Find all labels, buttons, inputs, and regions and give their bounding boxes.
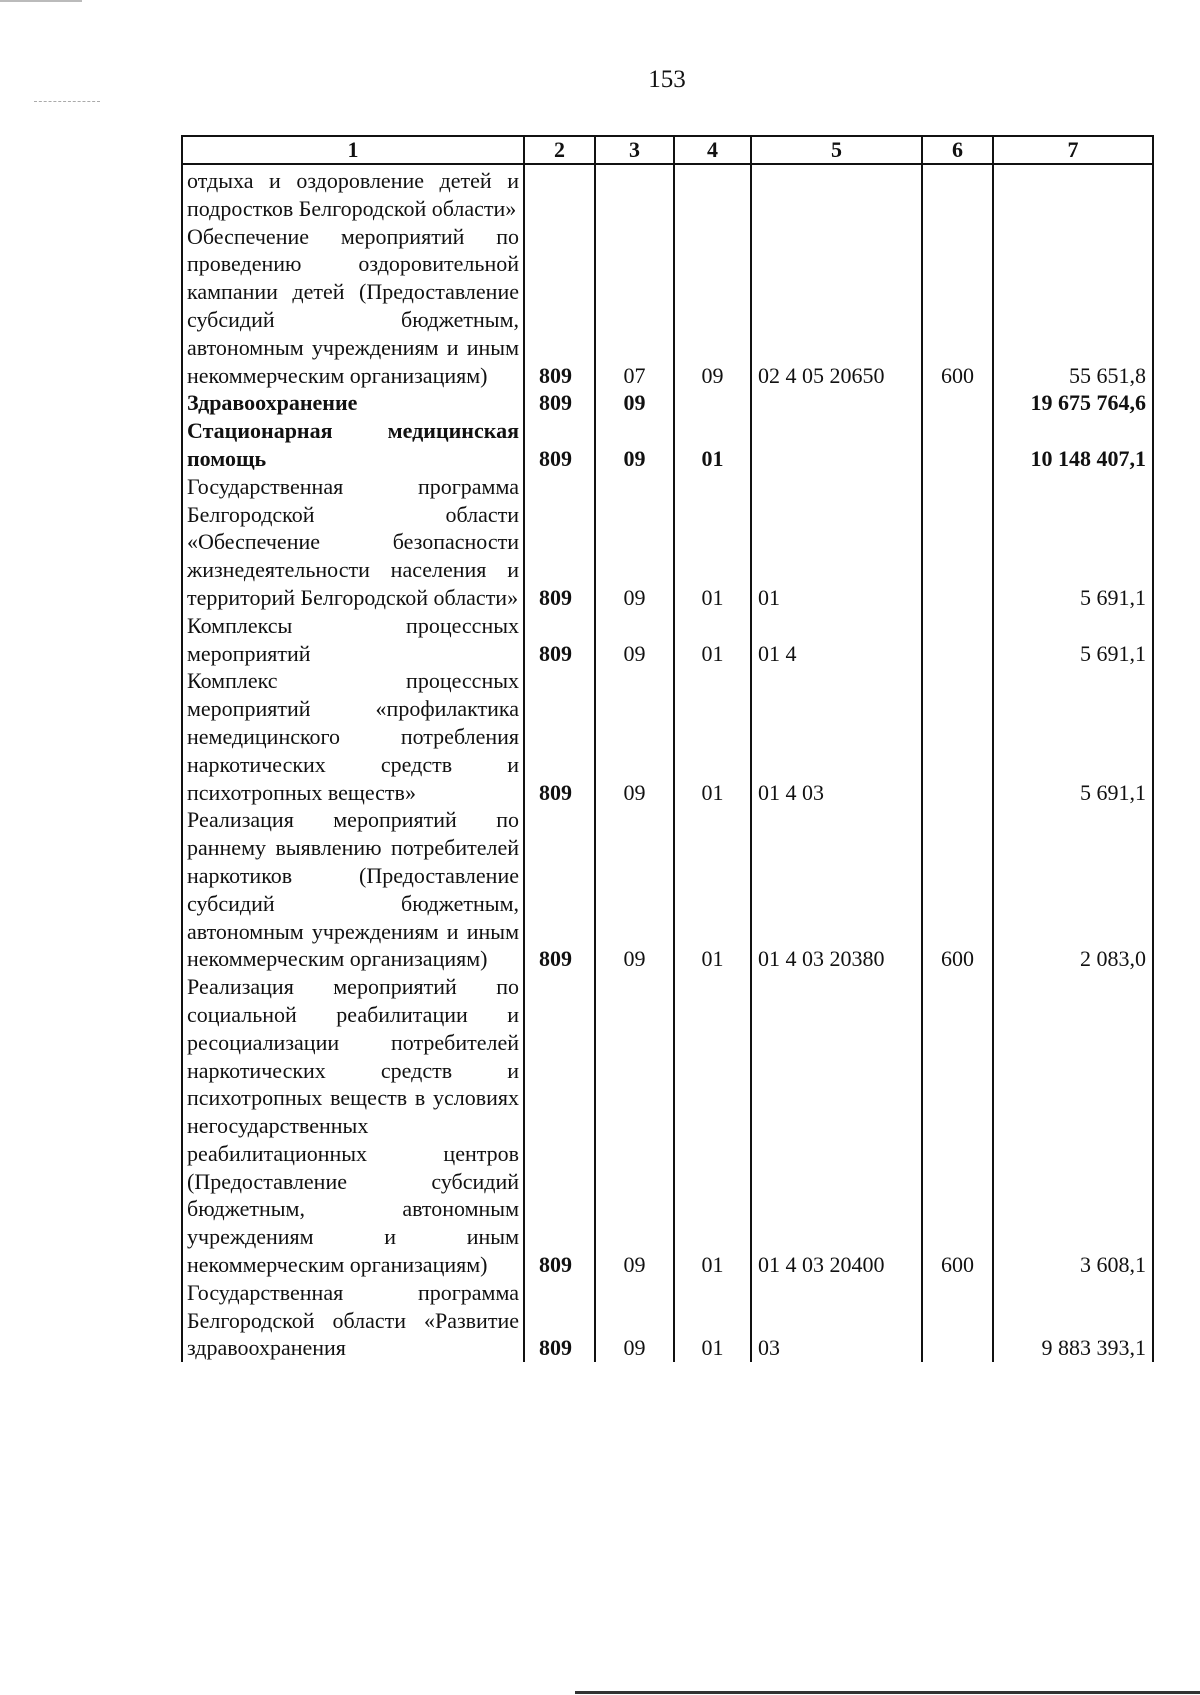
section-cell: 07 [595,223,674,390]
section-cell: 09 [595,417,674,473]
amount-cell: 55 651,8 [993,223,1153,390]
row-name-cell: Стационарная медицинская помощь [182,417,524,473]
amount-cell: 19 675 764,6 [993,389,1153,417]
amount-cell: 10 148 407,1 [993,417,1153,473]
header-col-7: 7 [993,136,1153,164]
header-col-1: 1 [182,136,524,164]
ved-code-cell: 809 [524,223,595,390]
row-name-cell: отдыха и оздоровление детей и подростков Белгородской области» [182,164,524,223]
table-body [182,164,1153,1362]
ved-code-cell: 809 [524,473,595,612]
row-name-cell: Реализация мероприятий по социальной реабилитации и ресоциализации потребителей наркотических средств и психотропных веществ в условиях негосударственных реабилитационных центров (Предоставление субсидий бюджетным, автономным учреждениям и иным некоммерческим организациям) [182,973,524,1279]
header-col-5: 5 [751,136,922,164]
target-article-cell: 03 [751,1279,922,1362]
header-col-6: 6 [922,136,993,164]
target-article-cell [751,417,922,473]
target-article-cell: 02 4 05 20650 [751,223,922,390]
section-cell: 09 [595,973,674,1279]
ved-code-cell: 809 [524,806,595,973]
header-col-3: 3 [595,136,674,164]
expense-type-cell [922,667,993,806]
section-cell: 09 [595,667,674,806]
expense-type-cell: 600 [922,223,993,390]
table-row [182,473,1153,612]
section-cell: 09 [595,473,674,612]
ved-code-cell: 809 [524,667,595,806]
subsection-cell [674,164,751,223]
subsection-cell: 01 [674,473,751,612]
ved-code-cell: 809 [524,973,595,1279]
expense-type-cell [922,473,993,612]
amount-cell: 3 608,1 [993,973,1153,1279]
expense-type-cell: 600 [922,973,993,1279]
target-article-cell [751,164,922,223]
ved-code-cell: 809 [524,612,595,668]
scan-margin-mark [34,101,100,102]
row-name-cell: Комплексы процессных мероприятий [182,612,524,668]
subsection-cell: 01 [674,1279,751,1362]
target-article-cell: 01 4 [751,612,922,668]
row-name-cell: Государственная программа Белгородской области «Развитие здравоохранения [182,1279,524,1362]
target-article-cell: 01 4 03 20400 [751,973,922,1279]
budget-table [181,135,1154,1362]
amount-cell: 5 691,1 [993,612,1153,668]
row-name-cell: Реализация мероприятий по раннему выявлению потребителей наркотиков (Предоставление субсидий бюджетным, автономным учреждениям и иным некоммерческим организациям) [182,806,524,973]
ved-code-cell: 809 [524,389,595,417]
table-row [182,1279,1153,1362]
table-row [182,417,1153,473]
subsection-cell: 01 [674,612,751,668]
table-row [182,973,1153,1279]
section-cell: 09 [595,1279,674,1362]
amount-cell: 5 691,1 [993,667,1153,806]
target-article-cell: 01 4 03 [751,667,922,806]
subsection-cell: 01 [674,417,751,473]
header-row [182,136,1153,164]
amount-cell: 2 083,0 [993,806,1153,973]
table-row [182,164,1153,223]
scan-edge-mark [0,0,82,2]
expense-type-cell [922,612,993,668]
header-col-4: 4 [674,136,751,164]
amount-cell: 9 883 393,1 [993,1279,1153,1362]
table-row [182,806,1153,973]
table-row [182,612,1153,668]
ved-code-cell: 809 [524,417,595,473]
row-name-cell: Комплекс процессных мероприятий «профилактика немедицинского потребления наркотических средств и психотропных веществ» [182,667,524,806]
expense-type-cell [922,164,993,223]
subsection-cell: 01 [674,806,751,973]
ved-code-cell [524,164,595,223]
scan-bottom-edge [575,1691,1200,1694]
row-name-cell: Обеспечение мероприятий по проведению оздоровительной кампании детей (Предоставление субсидий бюджетным, автономным учреждениям и иным некоммерческим организациям) [182,223,524,390]
target-article-cell: 01 [751,473,922,612]
table-row [182,223,1153,390]
subsection-cell [674,389,751,417]
header-col-2: 2 [524,136,595,164]
expense-type-cell: 600 [922,806,993,973]
expense-type-cell [922,1279,993,1362]
expense-type-cell [922,417,993,473]
page-number: 153 [648,66,686,93]
table-row [182,389,1153,417]
target-article-cell [751,389,922,417]
row-name-cell: Государственная программа Белгородской области «Обеспечение безопасности жизнедеятельности населения и территорий Белгородской области» [182,473,524,612]
subsection-cell: 01 [674,667,751,806]
subsection-cell: 09 [674,223,751,390]
expense-type-cell [922,389,993,417]
target-article-cell: 01 4 03 20380 [751,806,922,973]
amount-cell [993,164,1153,223]
section-cell: 09 [595,389,674,417]
section-cell [595,164,674,223]
section-cell: 09 [595,612,674,668]
subsection-cell: 01 [674,973,751,1279]
table-row [182,667,1153,806]
ved-code-cell: 809 [524,1279,595,1362]
row-name-cell: Здравоохранение [182,389,524,417]
amount-cell: 5 691,1 [993,473,1153,612]
table-header [182,136,1153,164]
section-cell: 09 [595,806,674,973]
